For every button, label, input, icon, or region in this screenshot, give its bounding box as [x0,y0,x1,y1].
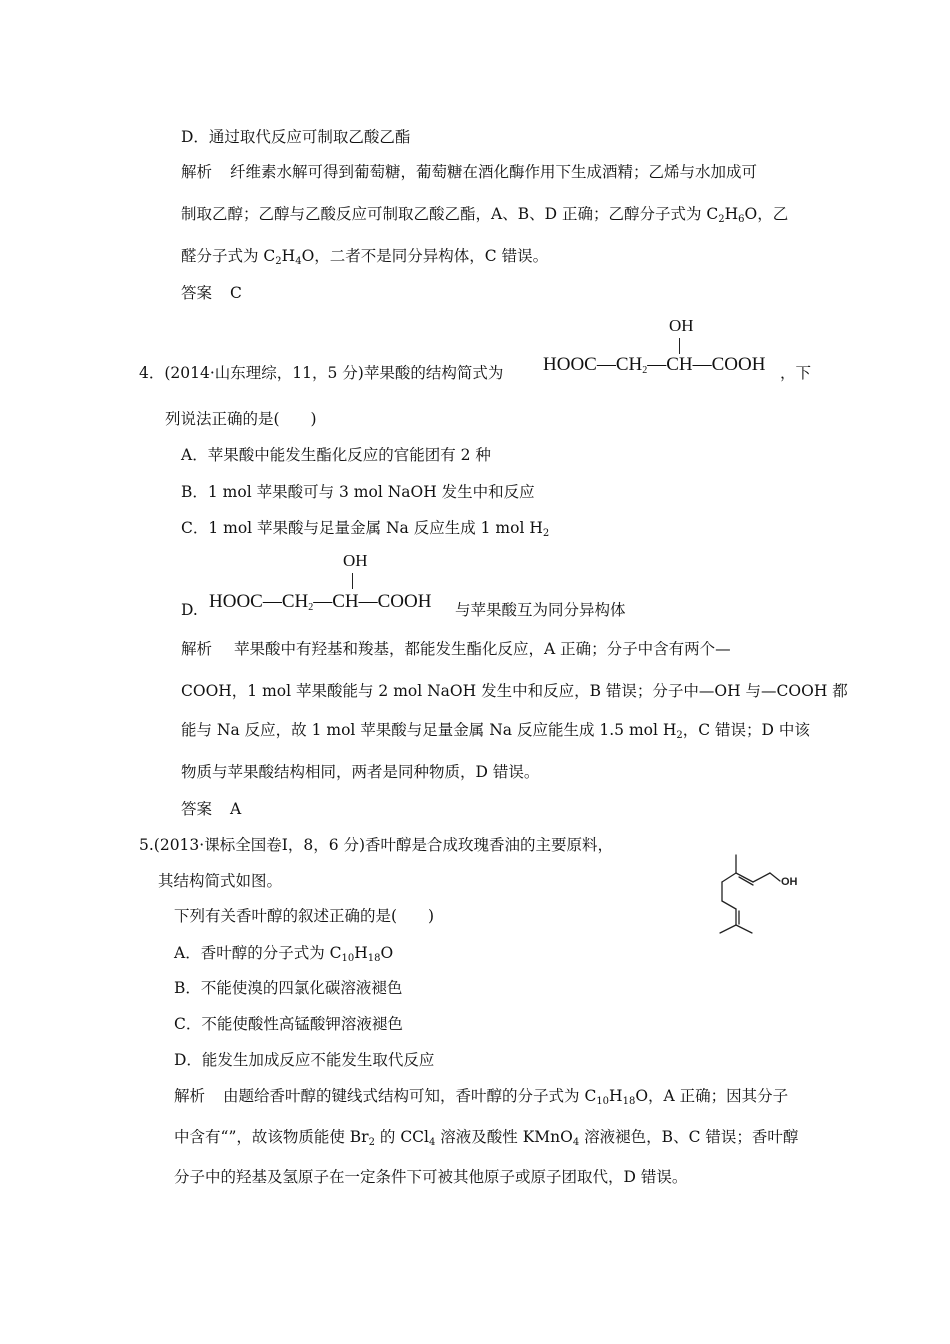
analysis-label: 解析 [181,640,213,658]
analysis-text: 溶液褪色，B、C 错误；香叶醇 [579,1128,799,1146]
analysis-text: O，二者不是同分异构体，C 错误。 [301,247,549,265]
analysis-text: H [281,247,296,265]
subscript: 4 [572,1137,580,1148]
analysis-text: O，A 正确；因其分子 [635,1087,789,1105]
subscript: 4 [429,1137,436,1148]
q4-analysis-line1 [181,639,731,659]
formula-oh: OH [343,551,368,570]
analysis-text: 的 CCl [374,1128,429,1146]
q5-stem-line1: 5.(2013·课标全国卷Ⅰ，8，6 分)香叶醇是合成玫瑰香油的主要原料， [139,836,614,854]
subscript: 10 [596,1096,610,1107]
analysis-label: 解析 [174,1087,206,1105]
formula-bond [679,338,680,354]
formula-oh: OH [669,316,694,335]
analysis-text: O，乙 [744,205,789,223]
analysis-text: ”，故该物质能使 Br [228,1128,369,1146]
answer-value: A [230,800,242,818]
analysis-text: 中含有“ [174,1128,229,1146]
q4-analysis-line3 [181,720,810,746]
option-text: H [354,944,368,962]
subscript: 2 [275,256,282,267]
answer-label: 答案 [181,800,213,818]
q5-analysis-line1 [174,1086,788,1112]
analysis-text: 能与 Na 反应，故 1 mol 苹果酸与足量金属 Na 反应能生成 1.5 mol H [181,721,677,739]
subscript: 2 [542,528,550,539]
analysis-text: 制取乙醇；乙醇与乙酸反应可制取乙酸乙酯，A、B、D 正确；乙醇分子式为 C [181,205,719,223]
q5-option-d: D．能发生加成反应不能发生取代反应 [174,1051,435,1069]
q3-option-d: D．通过取代反应可制取乙酸乙酯 [181,128,411,146]
q4-stem-line1-tail: ，下 [780,364,812,382]
q3-answer [181,283,242,303]
analysis-text: H [724,205,739,223]
q4-option-d-suffix: 与苹果酸互为同分异构体 [455,601,626,619]
q5-option-b: B．不能使溴的四氯化碳溶液褪色 [174,979,403,997]
analysis-text: 由题给香叶醇的键线式结构可知，香叶醇的分子式为 C [223,1087,597,1105]
q4-analysis-line4: 物质与苹果酸结构相同，两者是同种物质，D 错误。 [181,763,540,781]
geraniol-structure [708,845,808,937]
subscript: 2 [676,730,683,741]
subscript: 18 [367,953,381,964]
option-text: C．1 mol 苹果酸与足量金属 Na 反应生成 1 mol H [181,519,543,537]
option-d-formula [209,551,459,615]
analysis-text: H [609,1087,623,1105]
formula-chain: HOOC—CH2—CH—COOH [209,591,432,613]
q4-option-a: A．苹果酸中能发生酯化反应的官能团有 2 种 [181,446,491,464]
q5-analysis-line3: 分子中的羟基及氢原子在一定条件下可被其他原子或原子团取代，D 错误。 [174,1168,688,1186]
q3-analysis-line3 [181,246,548,272]
q4-stem-line1: 4．(2014·山东理综，11，5 分)苹果酸的结构简式为 [139,364,504,382]
analysis-text: 纤维素水解可得到葡萄糖，葡萄糖在酒化酶作用下生成酒精；乙烯与水加成可 [230,163,758,181]
subscript: 2 [368,1137,375,1148]
option-text: O [380,944,394,962]
q5-option-c: C．不能使酸性高锰酸钾溶液褪色 [174,1015,403,1033]
q5-stem-line3: 下列有关香叶醇的叙述正确的是( ) [174,907,435,925]
analysis-text: ，C 错误；D 中该 [682,721,810,739]
subscript: 10 [341,953,355,964]
malic-acid-formula [543,316,783,380]
subscript: 18 [622,1096,636,1107]
q4-stem-line2: 列说法正确的是( ) [165,410,317,428]
analysis-label: 解析 [181,163,213,181]
q5-analysis-line2 [174,1127,798,1153]
q4-option-c [181,518,549,544]
q4-option-d-prefix: D. [181,601,198,619]
q5-stem-line2: 其结构简式如图。 [158,872,283,890]
q4-answer [181,799,241,819]
q3-analysis-line1 [181,162,757,182]
subscript: 2 [718,214,725,225]
answer-label: 答案 [181,284,213,302]
subscript: 6 [738,214,745,225]
analysis-text: 苹果酸中有羟基和羧基，都能发生酯化反应，A 正确；分子中含有两个— [234,640,731,658]
analysis-text: 醛分子式为 C [181,247,276,265]
q3-analysis-line2 [181,204,788,230]
subscript: 4 [295,256,302,267]
q4-option-b: B．1 mol 苹果酸可与 3 mol NaOH 发生中和反应 [181,483,535,501]
structure-oh-label: OH [781,876,798,888]
analysis-text: 溶液及酸性 KMnO [435,1128,573,1146]
q5-option-a [174,943,393,969]
q4-analysis-line2: COOH，1 mol 苹果酸能与 2 mol NaOH 发生中和反应，B 错误；分子中—OH 与—COOH 都 [181,682,848,700]
formula-chain: HOOC—CH2—CH—COOH [543,354,766,376]
formula-bond [352,573,353,589]
answer-value: C [230,284,242,302]
option-text: A．香叶醇的分子式为 C [174,944,342,962]
